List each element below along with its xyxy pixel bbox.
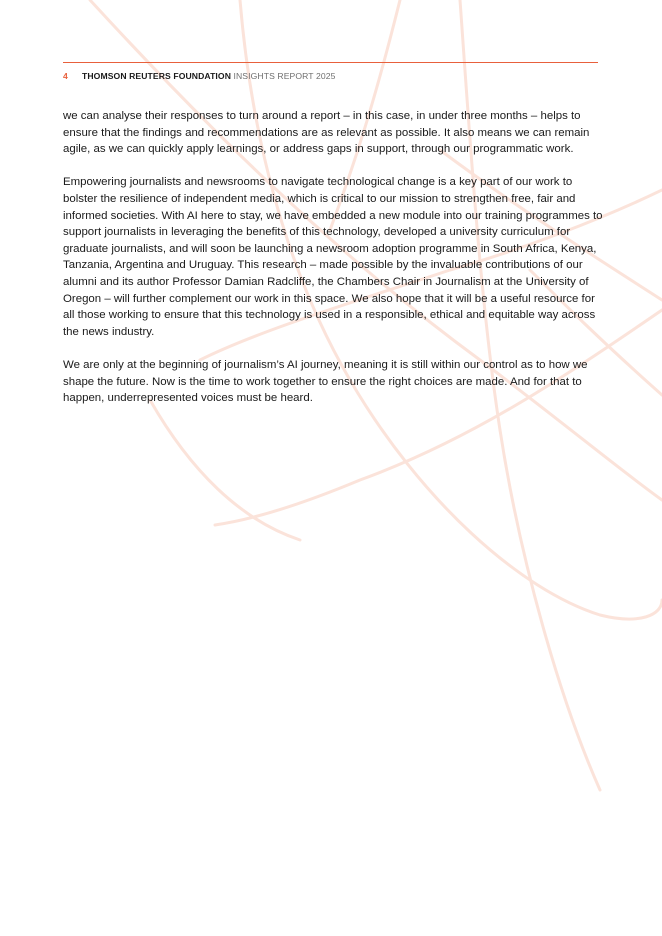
organization-name: THOMSON REUTERS FOUNDATION <box>82 71 232 81</box>
body-text <box>63 108 603 423</box>
paragraph: We are only at the beginning of journalism’s AI journey, meaning it is still within our control as to how we shape the future. Now is the time to work together to ensure the right choices are made. And for that to happen, underrepresented voices must be heard. <box>63 358 588 405</box>
report-title: INSIGHTS REPORT 2025 <box>233 71 336 81</box>
page-number: 4 <box>63 71 68 81</box>
paragraph: Empowering journalists and newsrooms to navigate technological change is a key part of our work to bolster the resilience of independent media, which is critical to our mission to strengthen free, fair and informed societies. With AI here to stay, we have embedded a new module into our training programmes to support journalists in leveraging the benefits of this technology, developed a university curriculum for graduate journalists, and will soon be launching a newsroom adoption programme in South Africa, Kenya, Tanzania, Argentina and Uruguay. This research – made possible by the invaluable contributions of our alumni and its author Professor Damian Radcliffe, the Chambers Chair in Journalism at the University of Oregon – will further complement our work in this space. We also hope that it will be a useful resource for all those working to ensure that this technology is used in a responsible, ethical and equitable way across the news industry. <box>63 176 603 338</box>
header-row <box>63 71 598 82</box>
page-header <box>63 62 598 82</box>
paragraph: we can analyse their responses to turn around a report – in this case, in under three months – helps to ensure that the findings and recommendations are as relevant as possible. It also means we can remain agile, as we can quickly apply learnings, or address gaps in support, through our programmatic work. <box>63 110 590 156</box>
